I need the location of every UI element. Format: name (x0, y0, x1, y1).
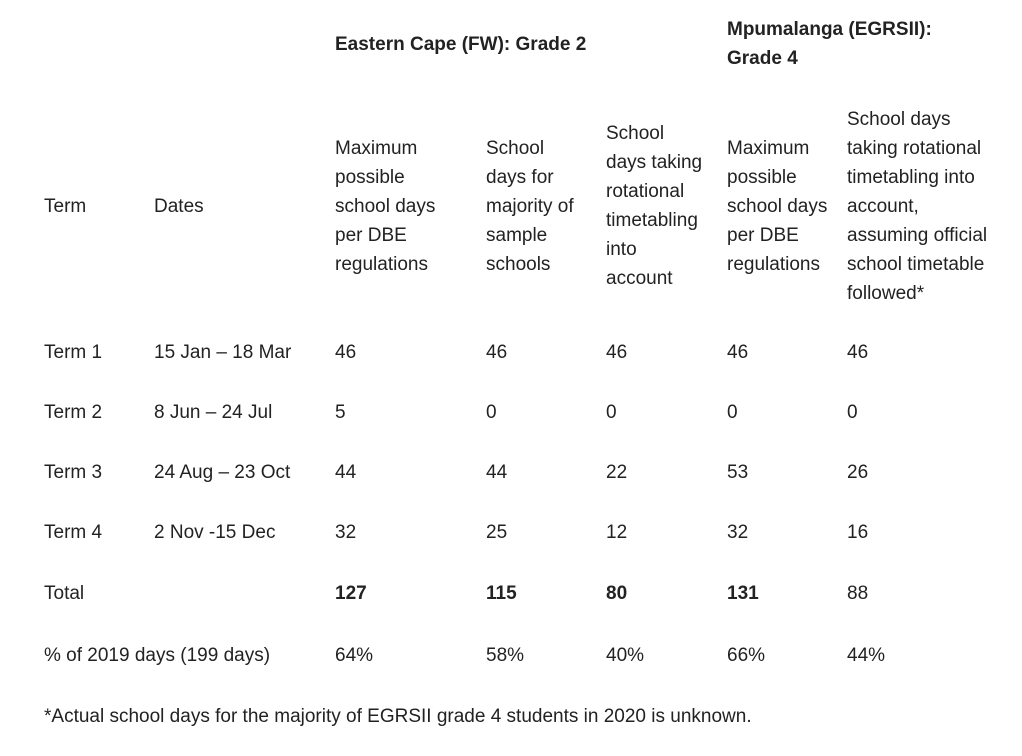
cell-term: Term 4 (44, 522, 103, 543)
header-line: regulations (727, 254, 820, 275)
cell-ec-majority: 58% (486, 645, 525, 666)
cell-mp-max: 32 (727, 522, 749, 543)
column-header-ec-max (335, 134, 435, 279)
column-header-ec-majority (486, 134, 574, 279)
header-line: majority of (486, 196, 574, 217)
cell-ec-rotational: 80 (606, 583, 628, 604)
cell-term: Term 2 (44, 402, 103, 423)
cell-mp-rotational: 0 (847, 402, 858, 423)
cell-dates: 8 Jun – 24 Jul (154, 402, 273, 423)
header-line: timetabling (606, 210, 698, 231)
header-line: Maximum (727, 138, 810, 159)
cell-mp-max: 66% (727, 645, 766, 666)
cell-ec-max: 5 (335, 402, 346, 423)
cell-ec-rotational: 0 (606, 402, 617, 423)
cell-mp-rotational: 46 (847, 342, 869, 363)
cell-dates: 24 Aug – 23 Oct (154, 462, 291, 483)
header-line: school days (727, 196, 828, 217)
cell-term: Term 1 (44, 342, 103, 363)
group-header-mpumalanga (727, 15, 932, 73)
cell-term: Term 3 (44, 462, 103, 483)
cell-mp-rotational: 26 (847, 462, 869, 483)
column-header-ec-rotational (606, 119, 702, 293)
header-line: School days (847, 109, 951, 130)
cell-ec-max: 32 (335, 522, 357, 543)
cell-ec-max: 46 (335, 342, 357, 363)
cell-term: Total (44, 583, 85, 604)
cell-mp-max: 53 (727, 462, 749, 483)
header-line: possible (727, 167, 797, 188)
header-line: School (606, 123, 665, 144)
header-line: assuming official (847, 225, 988, 246)
header-line: into (606, 239, 637, 260)
cell-dates: 15 Jan – 18 Mar (154, 342, 292, 363)
column-header-mp-rotational (847, 105, 987, 308)
cell-mp-max: 0 (727, 402, 738, 423)
cell-mp-rotational: 88 (847, 583, 869, 604)
cell-ec-rotational: 22 (606, 462, 628, 483)
cell-mp-rotational: 44% (847, 645, 886, 666)
header-line: days for (486, 167, 554, 188)
header-line: taking rotational (847, 138, 982, 159)
header-line: possible (335, 167, 405, 188)
header-line: school days (335, 196, 436, 217)
footnote: *Actual school days for the majority of EGRSII grade 4 students in 2020 is unknown. (44, 706, 752, 727)
header-line: per DBE (335, 225, 407, 246)
cell-ec-majority: 25 (486, 522, 508, 543)
cell-ec-max: 64% (335, 645, 374, 666)
cell-mp-rotational: 16 (847, 522, 869, 543)
header-line: sample (486, 225, 548, 246)
group-header-mpumalanga-line2: Grade 4 (727, 48, 798, 69)
cell-mp-max: 131 (727, 583, 759, 604)
cell-ec-max: 44 (335, 462, 357, 483)
header-line: regulations (335, 254, 428, 275)
header-line: schools (486, 254, 551, 275)
column-header-dates: Dates (154, 196, 204, 217)
group-header-eastern-cape: Eastern Cape (FW): Grade 2 (335, 34, 587, 55)
cell-ec-rotational: 46 (606, 342, 628, 363)
header-line: school timetable (847, 254, 985, 275)
cell-ec-majority: 46 (486, 342, 508, 363)
header-line: per DBE (727, 225, 799, 246)
cell-term: % of 2019 days (199 days) (44, 645, 271, 666)
cell-ec-rotational: 12 (606, 522, 628, 543)
header-line: rotational (606, 181, 685, 202)
column-header-term: Term (44, 196, 87, 217)
cell-ec-majority: 44 (486, 462, 508, 483)
cell-ec-max: 127 (335, 583, 367, 604)
header-line: Maximum (335, 138, 418, 159)
column-header-mp-max (727, 134, 827, 279)
header-line: timetabling into (847, 167, 975, 188)
header-line: account (606, 268, 673, 289)
cell-ec-majority: 0 (486, 402, 497, 423)
cell-ec-rotational: 40% (606, 645, 645, 666)
header-line: School (486, 138, 545, 159)
header-line: account, (847, 196, 919, 217)
cell-ec-majority: 115 (486, 583, 517, 604)
cell-dates: 2 Nov -15 Dec (154, 522, 276, 543)
header-line: followed* (847, 283, 925, 304)
group-header-mpumalanga-line1: Mpumalanga (EGRSII): (727, 19, 932, 40)
cell-mp-max: 46 (727, 342, 749, 363)
header-line: days taking (606, 152, 703, 173)
